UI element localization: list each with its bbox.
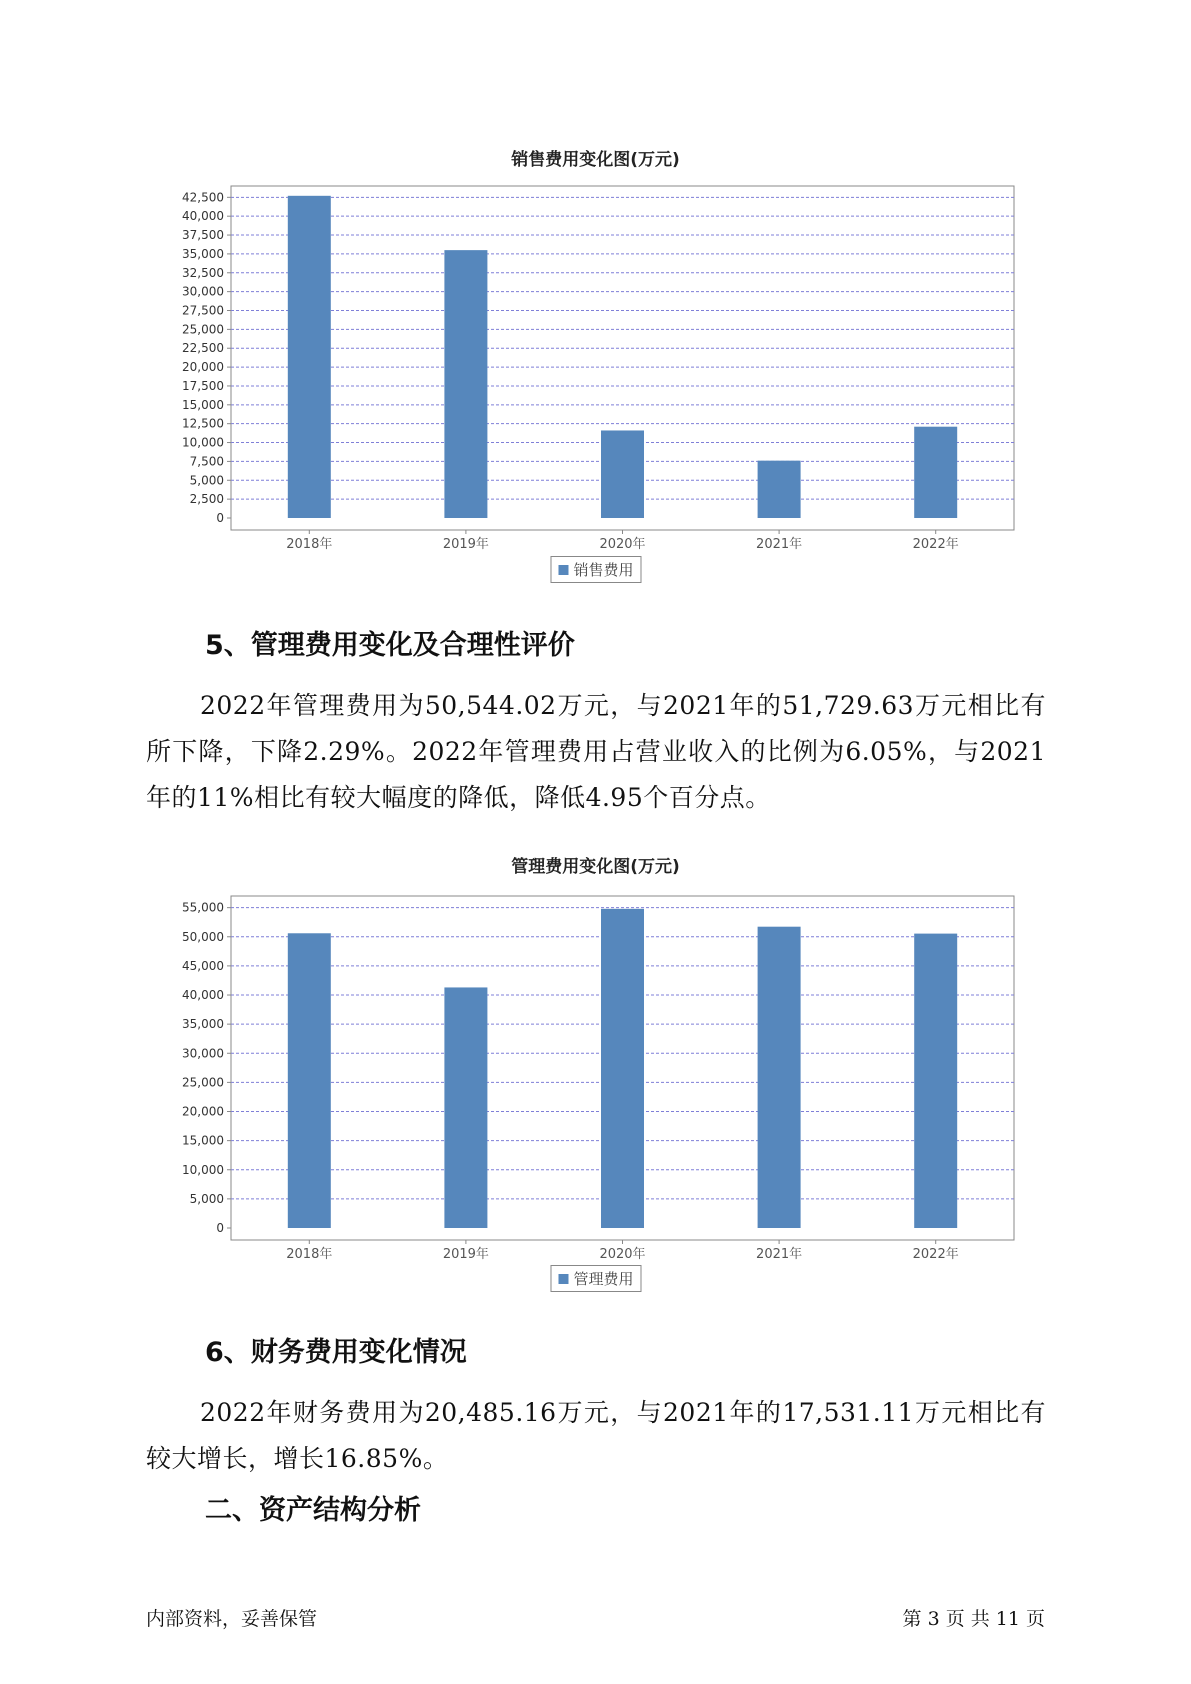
legend-label: 管理费用 bbox=[573, 1270, 634, 1288]
x-tick-label: 2022年 bbox=[912, 1247, 959, 1262]
legend-swatch bbox=[558, 1274, 568, 1284]
section-5-heading: 5、管理费用变化及合理性评价 bbox=[205, 630, 575, 661]
admin-expense-legend bbox=[550, 1265, 641, 1292]
x-tick-label: 2019年 bbox=[442, 537, 489, 552]
y-tick-label: 35,000 bbox=[182, 1017, 224, 1032]
y-tick-label: 7,500 bbox=[189, 454, 224, 469]
x-tick-label: 2021年 bbox=[756, 1247, 803, 1262]
y-tick-label: 5,000 bbox=[189, 1191, 224, 1206]
y-tick-label: 40,000 bbox=[182, 209, 224, 224]
bar bbox=[601, 909, 644, 1228]
y-tick-label: 12,500 bbox=[182, 416, 224, 431]
y-tick-label: 5,000 bbox=[189, 473, 224, 488]
admin-expense-chart-title: 管理费用变化图(万元) bbox=[511, 857, 680, 877]
asset-structure-heading: 二、资产结构分析 bbox=[205, 1495, 421, 1526]
x-tick-label: 2020年 bbox=[599, 537, 646, 552]
x-tick-label: 2018年 bbox=[286, 537, 333, 552]
section-5-paragraph: 2022年管理费用为50,544.02万元，与2021年的51,729.63万元相比有所下降，下降2.29%。2022年管理费用占营业收入的比例为6.05%，与2021年的11%相比有较大幅度的降低，降低4.95个百分点。 bbox=[146, 691, 1046, 812]
y-tick-label: 30,000 bbox=[182, 284, 224, 299]
y-tick-label: 25,000 bbox=[182, 1075, 224, 1090]
y-tick-label: 20,000 bbox=[182, 1104, 224, 1119]
y-tick-label: 42,500 bbox=[182, 190, 224, 205]
y-tick-label: 0 bbox=[216, 1221, 224, 1235]
y-tick-label: 17,500 bbox=[182, 378, 224, 393]
y-tick-label: 0 bbox=[216, 511, 224, 525]
footer-page-number: 第 3 页 共 11 页 bbox=[902, 1608, 1045, 1630]
y-tick-label: 55,000 bbox=[182, 900, 224, 915]
y-tick-label: 25,000 bbox=[182, 322, 224, 337]
sales-expense-chart-title: 销售费用变化图(万元) bbox=[511, 150, 680, 170]
x-tick-label: 2022年 bbox=[912, 537, 959, 552]
y-tick-label: 20,000 bbox=[182, 360, 224, 375]
section-6-heading: 6、财务费用变化情况 bbox=[205, 1337, 467, 1368]
y-tick-label: 15,000 bbox=[182, 397, 224, 412]
y-tick-label: 30,000 bbox=[182, 1046, 224, 1061]
y-tick-label: 22,500 bbox=[182, 341, 224, 356]
bar bbox=[444, 987, 487, 1228]
y-tick-label: 35,000 bbox=[182, 246, 224, 261]
y-tick-label: 10,000 bbox=[182, 435, 224, 450]
bar bbox=[288, 933, 331, 1228]
legend-label: 销售费用 bbox=[573, 561, 634, 579]
section-6-paragraph: 2022年财务费用为20,485.16万元，与2021年的17,531.11万元相比有较大增长，增长16.85%。 bbox=[146, 1398, 1046, 1473]
y-tick-label: 32,500 bbox=[182, 265, 224, 280]
bar bbox=[758, 927, 801, 1228]
x-tick-label: 2020年 bbox=[599, 1247, 646, 1262]
y-tick-label: 2,500 bbox=[189, 492, 224, 507]
footer-confidential-note: 内部资料，妥善保管 bbox=[146, 1608, 318, 1630]
y-tick-label: 45,000 bbox=[182, 958, 224, 973]
y-tick-label: 15,000 bbox=[182, 1133, 224, 1148]
y-tick-label: 10,000 bbox=[182, 1162, 224, 1177]
x-tick-label: 2019年 bbox=[442, 1247, 489, 1262]
x-tick-label: 2021年 bbox=[756, 537, 803, 552]
x-tick-label: 2018年 bbox=[286, 1247, 333, 1262]
y-tick-label: 37,500 bbox=[182, 228, 224, 243]
y-tick-label: 40,000 bbox=[182, 988, 224, 1003]
bar bbox=[914, 934, 957, 1228]
y-tick-label: 27,500 bbox=[182, 303, 224, 318]
y-tick-label: 50,000 bbox=[182, 929, 224, 944]
